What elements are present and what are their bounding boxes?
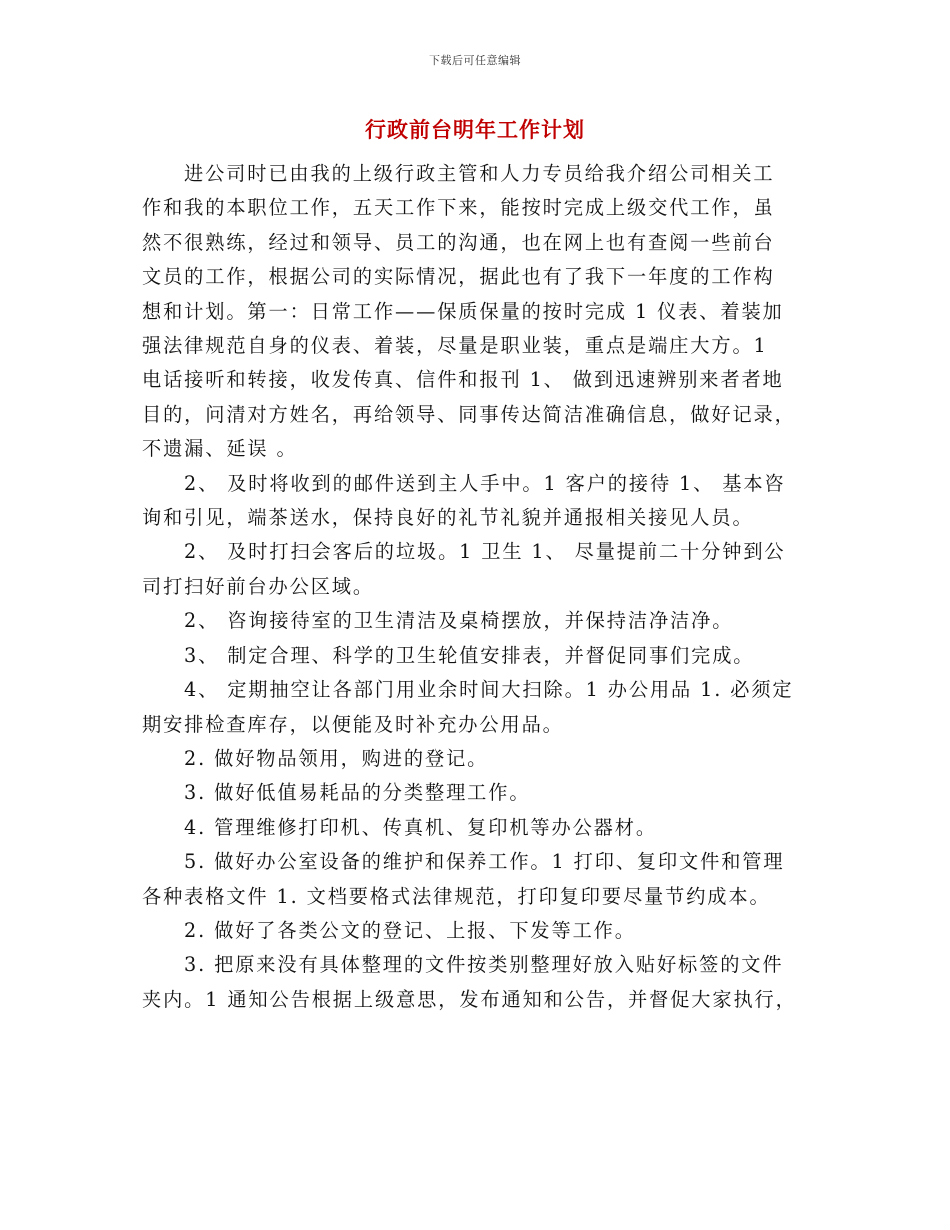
body-line: 司打扫好前台办公区域。 [142, 574, 374, 598]
body-line: 3. 做好低值易耗品的分类整理工作。 [184, 781, 531, 805]
body-line: 作和我的本职位工作，五天工作下来，能按时完成上级交代工作，虽 [142, 196, 775, 220]
body-line: 3、 制定合理、科学的卫生轮值安排表，并督促同事们完成。 [184, 643, 755, 667]
body-line: 各种表格文件 1. 文档要格式法律规范，打印复印要尽量节约成本。 [142, 884, 771, 908]
body-line: 2、 及时打扫会客后的垃圾。1 卫生 1、 尽量提前二十分钟到公 [184, 540, 786, 564]
document-title: 行政前台明年工作计划 [365, 117, 585, 142]
body-line: 4. 管理维修打印机、传真机、复印机等办公器材。 [184, 815, 657, 839]
body-line: 文员的工作，根据公司的实际情况，据此也有了我下一年度的工作构 [142, 265, 775, 289]
body-line: 询和引见，端茶送水，保持良好的礼节礼貌并通报相关接见人员。 [142, 506, 754, 530]
body-line: 3. 把原来没有具体整理的文件按类别整理好放入贴好标签的文件 [184, 953, 784, 977]
body-line: 强法律规范自身的仪表、着装，尽量是职业装，重点是端庄大方。1 [142, 334, 768, 358]
body-line: 进公司时已由我的上级行政主管和人力专员给我介绍公司相关工 [184, 162, 775, 185]
body-line: 5. 做好办公室设备的维护和保养工作。1 打印、复印文件和管理 [184, 850, 785, 874]
body-line: 目的，问清对方姓名，再给领导、同事传达简洁准确信息，做好记录， [142, 402, 796, 426]
body-line: 2. 做好了各类公文的登记、上报、下发等工作。 [184, 918, 636, 942]
body-line: 电话接听和转接，收发传真、信件和报刊 1、 做到迅速辨别来者者地 [142, 368, 784, 392]
body-line: 2. 做好物品领用，购进的登记。 [184, 746, 489, 770]
body-line: 2、 及时将收到的邮件送到主人手中。1 客户的接待 1、 基本咨 [184, 471, 786, 495]
body-line: 2、 咨询接待室的卫生清洁及桌椅摆放，并保持洁净洁净。 [184, 609, 734, 633]
body-line: 想和计划。第一：日常工作——保质保量的按时完成 1 仪表、着装加 [142, 299, 784, 323]
header-note: 下载后可任意编辑 [429, 54, 521, 67]
body-line: 夹内。1 通知公告根据上级意思，发布通知和公告，并督促大家执行， [142, 987, 797, 1011]
document-body [142, 157, 814, 1017]
body-line: 4、 定期抽空让各部门用业余时间大扫除。1 办公用品 1. 必须定 [184, 678, 794, 702]
body-line: 不遗漏、延误 。 [142, 437, 298, 461]
body-line: 然不很熟练，经过和领导、员工的沟通，也在网上也有查阅一些前台 [142, 230, 775, 254]
body-line: 期安排检查库存，以便能及时补充办公用品。 [142, 712, 564, 736]
